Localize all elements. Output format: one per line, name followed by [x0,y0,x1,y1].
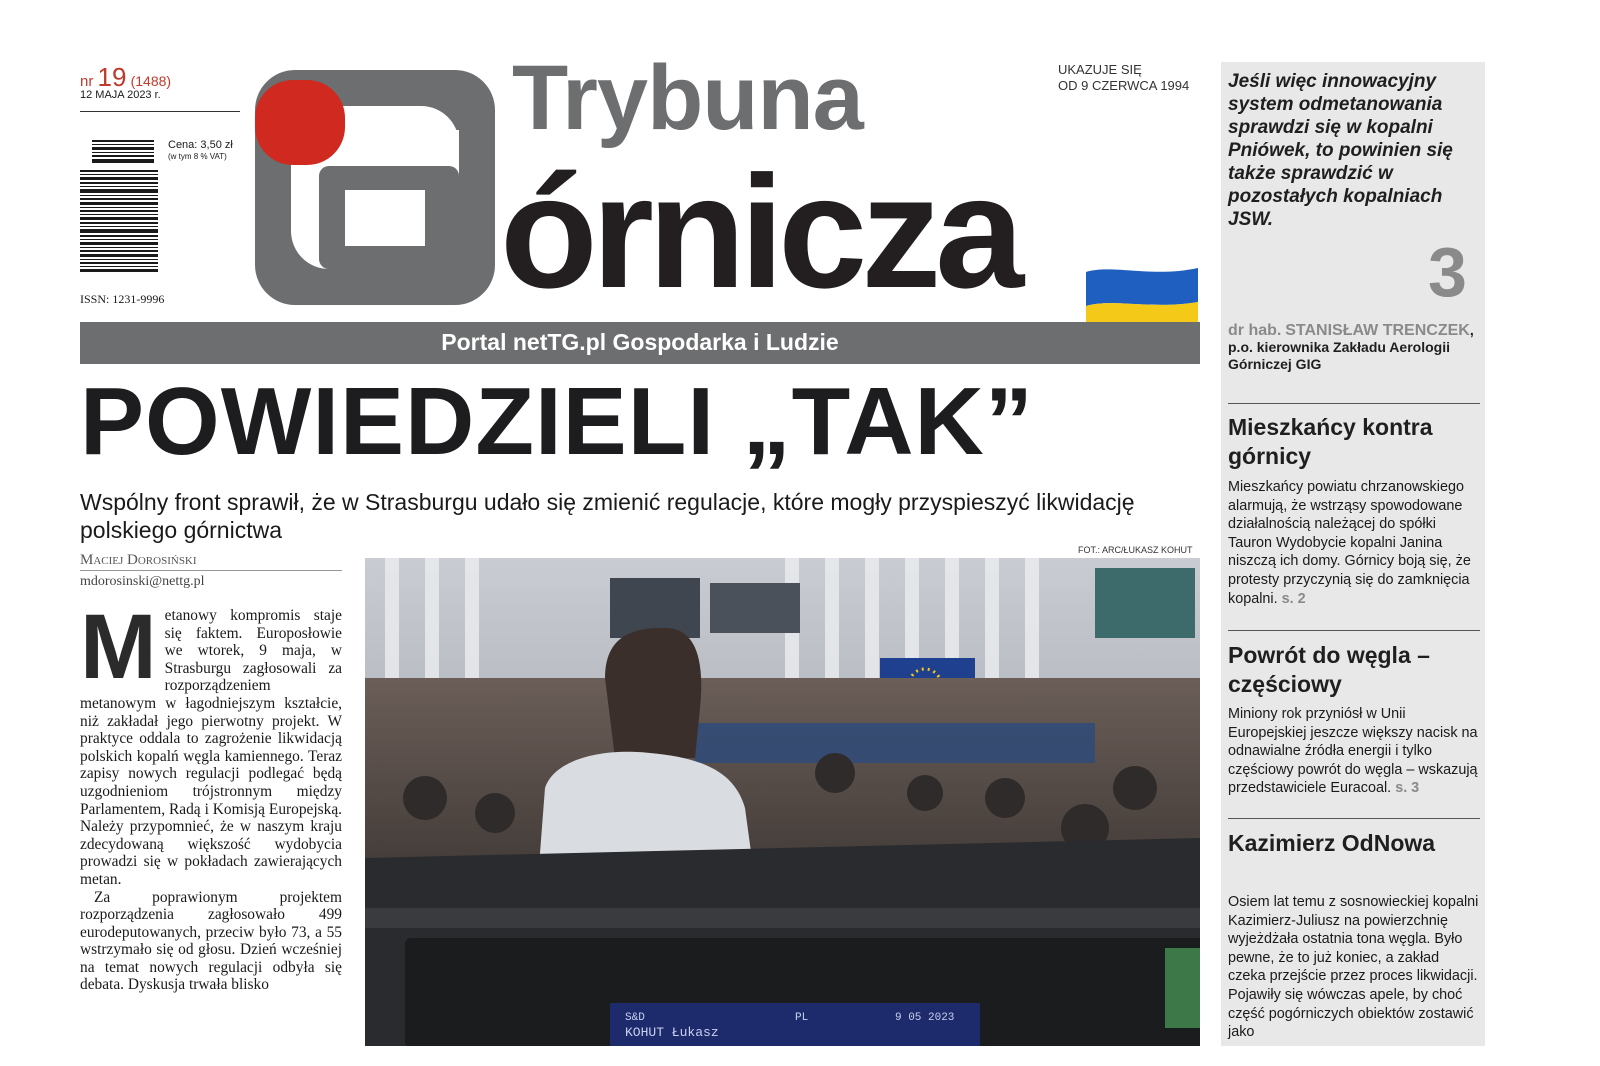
photo-credit: FOT.: ARC/ŁUKASZ KOHUT [1078,545,1193,555]
divider [1228,630,1480,631]
paragraph: Za poprawionym projektem rozporządzenia zagłosowało 499 eurodeputowanych, przeciw było 73, a 55 wstrzymało się od głosu. Dzień wcześniej na temat nowych regulacji odbyła się debata. Dyskusja trwała blisko [80,888,342,994]
issn: ISSN: 1231-9996 [80,292,165,306]
paragraph-text: etanowy kompromis staje się faktem. Europosłowie we wtorek, 9 maja, w Strasburgu zagłosowali za rozporządzeniem metanowym w łagodniejszym kształcie, niż zakładał jego pierwotny projekt. W praktyce oddala to zagrożenie likwidacją polskich kopalń węgla kamiennego. Teraz zapisy nowych regulacji podlegać będą uzgodnieniom trójstronnym między Parlamentem, Radą i Komisją Europejską. Należy przypomnieć, że w naszym kraju zdecydowaną większość wydobycia prowadzi się w pokładach zawierających metan. [80,607,342,888]
teaser-title: Kazimierz OdNowa [1228,830,1436,856]
barcode-icon [80,140,158,285]
teaser-title: Mieszkańcy kontra górnicy [1228,414,1433,469]
since-line-2: OD 9 CZERWCA 1994 [1058,78,1190,93]
parliament-photo [365,558,1200,1046]
teaser-text [1228,478,1480,608]
divider [1228,818,1480,819]
divider [80,570,342,571]
price-info [168,139,233,163]
teaser-page-ref: s. 3 [1395,780,1420,797]
quote-author-name: STANISŁAW TRENCZEK [1285,322,1470,339]
screen-text: KOHUT Łukasz [625,1025,719,1040]
teaser-body: Osiem lat temu z sosnowieckiej kopalni Kazimierz-Juliusz na powierzchnię wyjeżdżała ostatnia tona węgla. Było pewne, że to już koniec, a zakład czeka przejście przez proces likwidacji. Pojawiły się wówczas apele, by choć część pogórniczych obiektów zostawić jako [1228,894,1479,1041]
portal-banner: Portal netTG.pl Gospodarka i Ludzie [80,322,1200,364]
teaser-page-ref: s. 2 [1281,590,1306,607]
issue-prefix: nr [80,73,94,90]
teaser-text [1228,893,1480,1042]
quote-page-number: 3 [1428,233,1467,311]
headline: POWIEDZIELI „TAK” [80,368,1034,475]
teaser-title: Powrót do węgla – częściowy [1228,642,1430,697]
issue-total: (1488) [130,73,172,89]
masthead-title-main: órnicza [500,142,1019,321]
price-vat: (w tym 8 % VAT) [168,152,227,161]
teaser-body: Miniony rok przyniósł w Unii Europejskiej jeszcze większy nacisk na odnawialne źródła energii i tylko częściowy powrót do węgla – wskazują przedstawiciele Euracoal. [1228,706,1478,797]
issue-date: 12 MAJA 2023 r. [80,89,161,101]
issue-number: 19 [97,62,127,92]
pull-quote: Jeśli więc innowacyjny system odmetanowania sprawdzi się w kopalni Pniówek, to powinien się także sprawdzić w pozostałych kopalniach JSW. [1228,71,1453,230]
screen-text: 9 05 2023 [895,1012,955,1024]
issue-info [80,62,240,112]
quote-author [1228,322,1483,373]
teaser-body: Mieszkańcy powiatu chrzanowskiego alarmują, że wstrząsy spowodowane działalnością należącej do spółki Tauron Wydobycie kopalni Janina niszczą ich domy. Górnicy boją się, że protesty przyczynią się do zamknięcia kopalni. [1228,479,1471,607]
logo-g-mark [255,70,495,305]
masthead-title-top: Trybuna [512,47,863,149]
since-line-1: UKAZUJE SIĘ [1058,62,1142,77]
author-email: mdorosinski@nettg.pl [80,574,205,589]
screen-text: PL [795,1012,809,1024]
quote-author-role: , p.o. kierownika Zakładu Aerologii Górniczej GIG [1228,322,1474,372]
since-note [1058,62,1189,94]
quote-author-title: dr hab. [1228,322,1282,339]
divider [1228,403,1480,404]
screen-text: S&D [625,1012,645,1024]
price: Cena: 3,50 zł [168,139,233,151]
lead-paragraph: Wspólny front sprawił, że w Strasburgu udało się zmienić regulacje, które mogły przyspieszyć likwidację polskiego górnictwa [80,489,1135,543]
teaser-text [1228,705,1480,798]
paragraph [80,596,342,889]
drop-cap: M [80,596,157,698]
author-name: Maciej Dorosiński [80,552,197,568]
article-body [80,596,342,994]
divider [80,111,240,112]
